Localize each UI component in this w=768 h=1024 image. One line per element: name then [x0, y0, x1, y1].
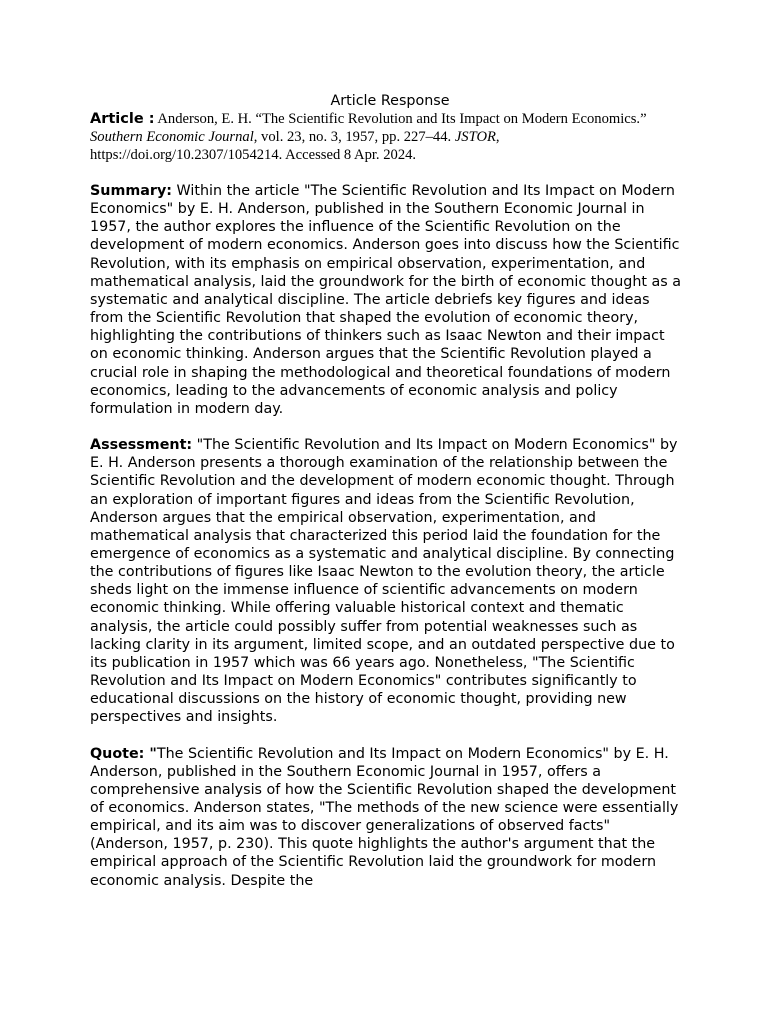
summary-label: Summary: — [90, 183, 173, 199]
citation-database: JSTOR — [454, 129, 496, 145]
quote-label: Quote: " — [90, 745, 157, 762]
assessment-paragraph — [90, 436, 682, 727]
assessment-text: "The Scientific Revolution and Its Impact on Modern Economics" by E. H. Anderson presents a thorough examination of the relationship between the Scientific Revolution and the development of modern economic thought. Through an exploration of important figures and ideas from the Scientific Revolution, Anderson argues that the empirical observation, experimentation, and mathematical analysis that characterized this period laid the foundation for the emergence of economics as a systematic and analytical discipline. By connecting the contributions of figures like Isaac Newton to the evolution theory, the article sheds light on the immense influence of scientific advancements on modern economic thinking. While offering valuable historical context and thematic analysis, the article could possibly suffer from potential weaknesses such as lacking clarity in its argument, limited scope, and an outdated perspective due to its publication in 1957 which was 66 years ago. Nonetheless, "The Scientific Revolution and Its Impact on Modern Economics" contributes significantly to educational discussions on the history of economic thought, providing new perspectives and insights. — [90, 437, 678, 726]
citation-journal: Southern Economic Journal — [90, 129, 254, 145]
summary-paragraph — [90, 182, 682, 418]
summary-text: Within the article "The Scientific Revolution and Its Impact on Modern Economics" by E. H. Anderson, published in the Southern Economic Journal in 1957, the author explores the influence of the Scientific Revolution on the development of modern economics. Anderson goes into discuss how the Scientific Revolution, with its emphasis on empirical observation, experimentation, and mathematical analysis, laid the groundwork for the birth of economic thought as a systematic and analytical discipline. The article debriefs key figures and ideas from the Scientific Revolution that shaped the evolution of economic theory, highlighting the contributions of thinkers such as Isaac Newton and their impact on economic thinking. Anderson argues that the Scientific Revolution played a crucial role in shaping the methodological and theoretical foundations of modern economics, leading to the advancements of economic analysis and policy formulation in modern day. — [90, 183, 682, 417]
assessment-label: Assessment: — [90, 437, 193, 454]
document-title: Article Response — [330, 93, 450, 109]
article-citation — [90, 110, 682, 164]
citation-text-middle: , vol. 23, no. 3, 1957, pp. 227–44. — [253, 129, 455, 145]
quote-paragraph — [90, 745, 682, 890]
paragraph-spacer — [90, 418, 682, 436]
citation-text-start: Anderson, E. H. “The Scientific Revolution and Its Impact on Modern Economics.” — [154, 111, 647, 127]
paragraph-spacer — [90, 727, 682, 745]
paragraph-spacer — [90, 164, 682, 182]
article-label: Article : — [90, 111, 155, 127]
quote-text: The Scientific Revolution and Its Impact on Modern Economics" by E. H. Anderson, published in the Southern Economic Journal in 1957, offers a comprehensive analysis of how the Scientific Revolution shaped the development of economics. Anderson states, "The methods of the new science were essentially empirical, and its aim was to discover generalizations of observed facts" (Anderson, 1957, p. 230). This quote highlights the author's argument that the empirical approach of the Scientific Revolution laid the groundwork for modern economic analysis. Despite the — [90, 745, 679, 889]
citation-text-end: , https://doi.org/10.2307/1054214. Accessed 8 Apr. 2024. — [90, 129, 500, 163]
document-page — [90, 92, 682, 890]
